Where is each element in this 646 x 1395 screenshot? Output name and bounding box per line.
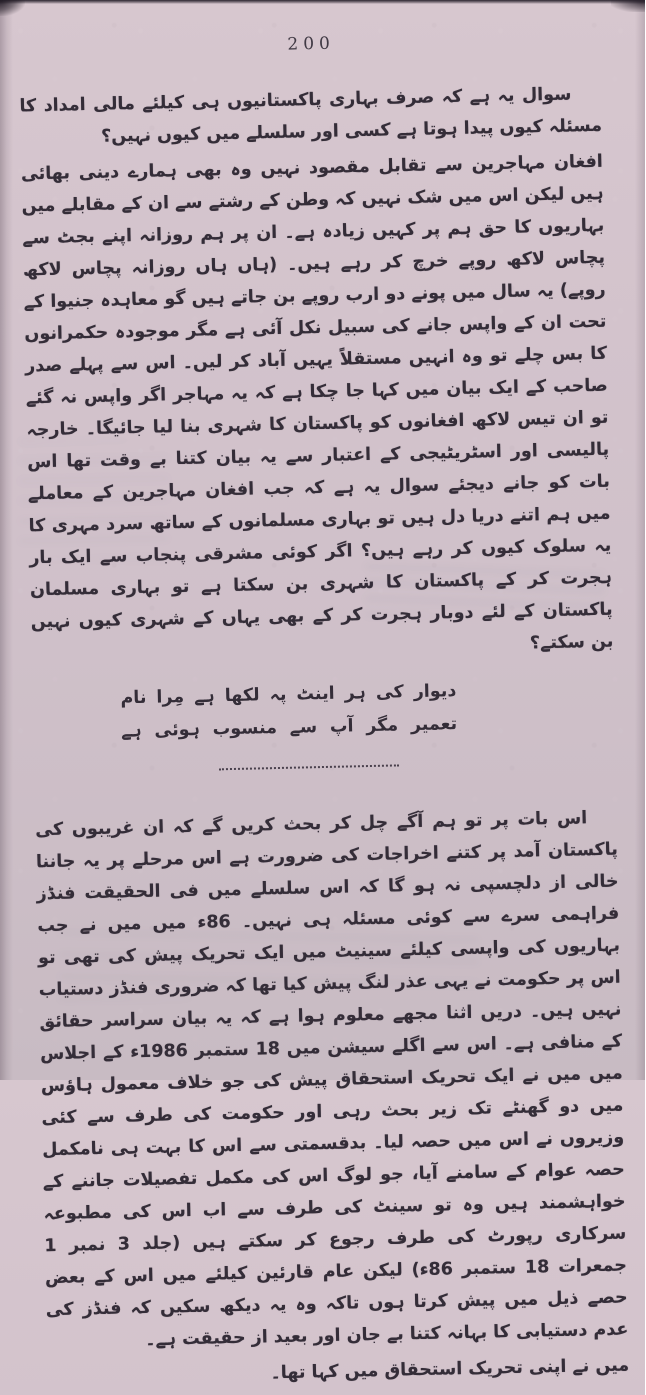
couplet-word: ہوئی xyxy=(155,719,202,741)
couplet-word: ہے xyxy=(121,720,143,742)
page-number: 200 xyxy=(288,33,337,55)
scan-corner-top-left xyxy=(0,0,26,16)
couplet-word: اینٹ xyxy=(297,683,336,705)
scan-corner-top-right xyxy=(612,0,646,12)
couplet-word: پہ xyxy=(270,684,288,706)
couplet-word: منسوب xyxy=(213,718,279,740)
couplet-word: آپ xyxy=(330,716,355,737)
paragraph-question: سوال یہ ہے کہ صرف بہاری پاکستانیوں ہی کیلئے مالی امداد کا مسئلہ کیوں پیدا ہوتا ہے کسی اور سلسلے میں کیوں نہیں؟ xyxy=(20,84,604,147)
paragraph-senate-motion: اس بات پر تو ہم آگے چل کر بحث کریں گے کہ ان غریبوں کی پاکستان آمد پر کتنے اخراجات کی ضرورت ہے اس مرحلے پر یہ جاننا خالی از دلچسپی نہ ہو گا کہ اس سلسلے میں فی الحقیقت فنڈز فراہمی سرے سے کوئی مسئلہ ہی نہیں۔ 86ء میں میں نے جب بہاریوں کی واپسی کیلئے سینیٹ میں ایک تحریک پیش کی تھی تو اس پر حکومت نے یہی عذر لنگ پیش کیا تھا کہ ضروری فنڈز دستیاب نہیں ہیں۔ دریں اثنا مجھے معلوم ہوا ہے کہ یہ بیان سراسر حقائق کے منافی ہے۔ اس سے اگلے سیشن میں 18 ستمبر 1986ء کے اجلاس میں میں نے ایک تحریک استحقاق پیش کی جو خلاف معمول ہاؤس میں دو گھنٹے تک زیر بحث رہی اور حکومت کی طرف سے کئی وزیروں نے اس میں حصہ لیا۔ بدقسمتی سے اس کا بہت ہی نامکمل حصہ عوام کے سامنے آیا، جو لوگ اس کی مکمل تفصیلات جاننے کے خواہشمند ہیں وہ تو سینٹ کی طرف سے اب اس کی مطبوعہ سرکاری رپورٹ کی طرف رجوع کر سکتے ہیں (جلد 3 نمبر 1 جمعرات 18 ستمبر 86ء) لیکن عام قارئین کیلئے میں اس کے بعض حصے ذیل میں پیش کرتا ہوں تاکہ وہ یہ دیکھ سکیں کہ فنڈز کی عدم دستیابی کا بہانہ کتنا بے جان اور بعید از حقیقت ہے۔ xyxy=(36,808,630,1351)
couplet-word: ہر xyxy=(345,683,368,704)
couplet-word: سے xyxy=(290,717,319,738)
couplet-word: مگر xyxy=(366,715,400,737)
couplet-word: مِرا xyxy=(157,687,186,708)
paragraph-closing-line: میں نے اپنی تحریک استحقاق میں کہا تھا۔ xyxy=(271,1355,631,1384)
scan-right-edge-shadow xyxy=(636,0,646,1080)
urdu-couplet xyxy=(121,675,458,748)
couplet-word: دیوار xyxy=(414,681,458,703)
body-text-block xyxy=(20,78,615,671)
couplet-word: ہے xyxy=(194,686,216,707)
couplet-line-2 xyxy=(122,708,459,748)
scan-top-edge xyxy=(0,0,646,4)
couplet-word: تعمیر xyxy=(411,714,459,736)
body-text-block-2 xyxy=(36,802,631,1395)
dotted-separator xyxy=(220,764,400,770)
scan-left-edge-shadow xyxy=(0,0,14,1080)
couplet-word: نام xyxy=(121,687,148,709)
couplet-word: کی xyxy=(376,682,405,703)
paragraph-afghan-refugees: افغان مہاجرین سے تقابل مقصود نہیں وہ بھی ہمارے دینی بھائی ہیں لیکن اس میں شک نہیں کہ وطن کے رشتے سے ان کے مقابلے میں بہاریوں کا حق ہم پر کہیں زیادہ ہے۔ ان پر ہم روزانہ اپنے بجٹ سے پچاس لاکھ روپے خرچ کر رہے ہیں۔ (ہاں ہاں روزانہ پچاس لاکھ روپے) یہ سال میں پونے دو ارب روپے بن جاتے ہیں گو معاہدہ جنیوا کے تحت ان کے واپس جانے کی سبیل نکل آئی ہے مگر موجودہ حکمرانوں کا بس چلے تو وہ انہیں مستقلاً یہیں آباد کر لیں۔ اس سے پہلے صدر صاحب کے ایک بیان میں کہا جا چکا ہے کہ یہ مہاجر اگر واپس نہ گئے تو ان تیس لاکھ افغانوں کو پاکستان کا شہری بنا لیا جائیگا۔ خارجہ پالیسی اور اسٹریٹیجی کے اعتبار سے یہ بیان کتنا بے وقت تھا اس بات کو جانے دیجئے سوال یہ ہے کہ جب افغان مہاجرین کے معاملے میں ہم اتنے دریا دل ہیں تو بہاری مسلمانوں کے ساتھ سرد مہری کا یہ سلوک کیوں کر رہے ہیں؟ اگر کوئی مشرقی پنجاب سے ایک بار ہجرت کر کے پاکستان کا شہری بن سکتا ہے تو بہاری مسلمان پاکستان کے لئے دوبار ہجرت کر کے بھی یہاں کے شہری کیوں نہیں بن سکتے؟ xyxy=(21,151,615,654)
couplet-word: لکھا xyxy=(225,685,261,707)
